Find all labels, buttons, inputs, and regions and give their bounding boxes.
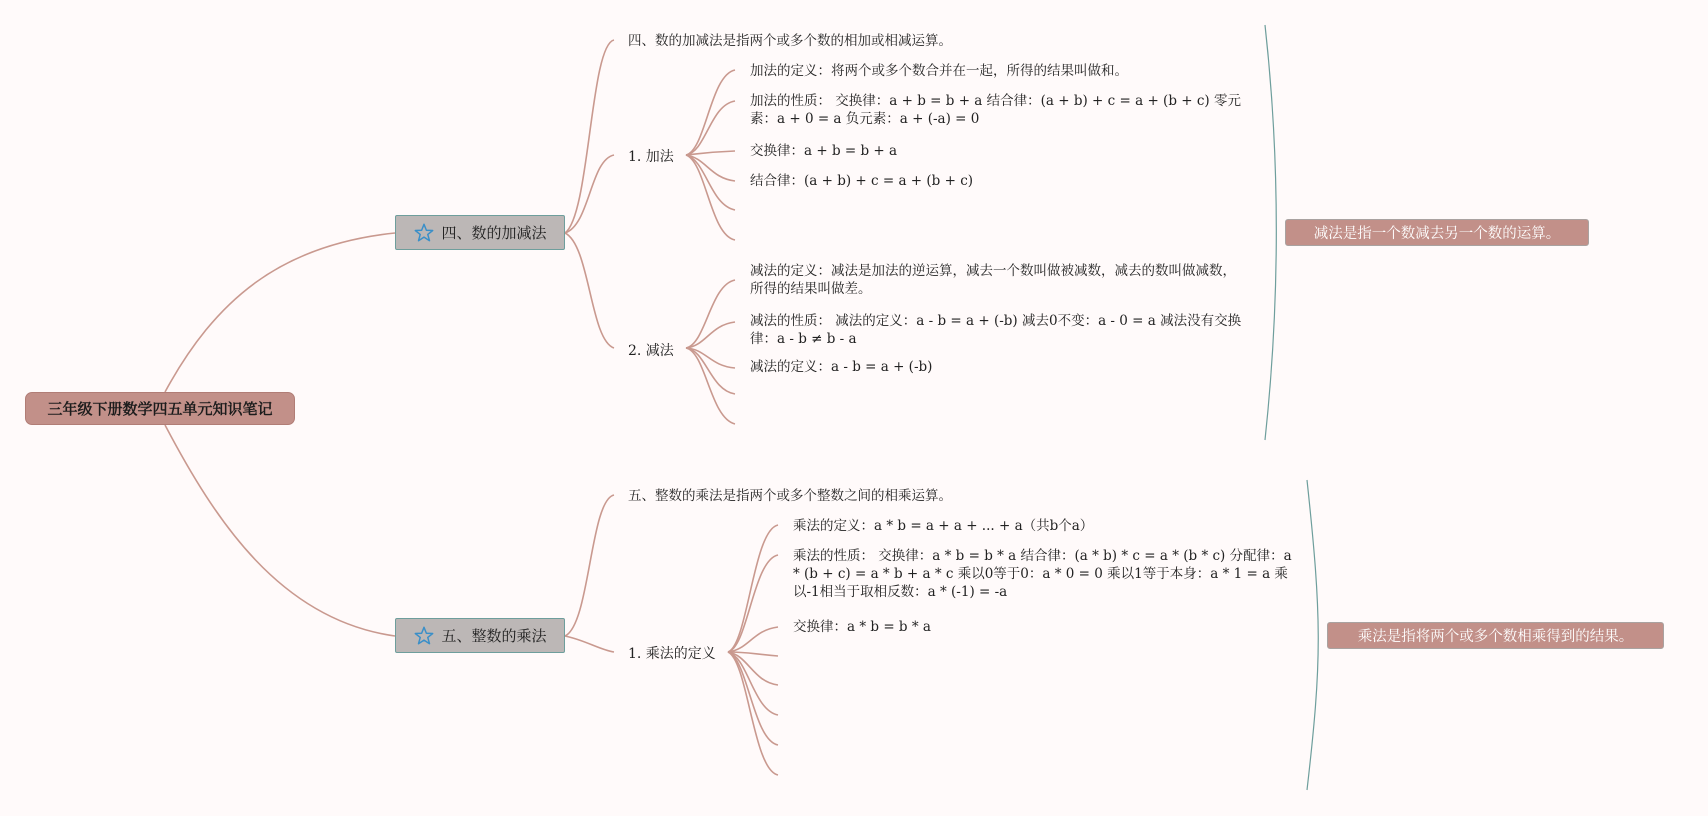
star-icon [413, 625, 435, 647]
leaf-item[interactable]: 加法的定义：将两个或多个数合并在一起，所得的结果叫做和。 [750, 63, 1128, 79]
topic-label: 四、数的加减法 [441, 224, 547, 242]
leaf-item[interactable]: 结合律：(a + b) + c = a + (b + c) [750, 173, 974, 189]
subtopic-subtraction[interactable]: 2. 减法 [628, 343, 674, 359]
topic-addition-subtraction[interactable] [395, 215, 565, 250]
leaf-item[interactable]: 交换律：a + b = b + a [750, 143, 898, 159]
star-icon [413, 222, 435, 244]
leaf-item[interactable]: 减法的定义：减法是加法的逆运算，减去一个数叫做被减数，减去的数叫做减数，所得的结果叫做差。 [750, 263, 1236, 297]
leaf-item[interactable]: 减法的性质： 减法的定义：a - b = a + (-b) 减去0不变：a - 0 = a 减法没有交换律：a - b ≠ b - a [750, 313, 1242, 347]
leaf-item[interactable]: 减法的定义：a - b = a + (-b) [750, 359, 933, 375]
intro-text[interactable]: 四、数的加减法是指两个或多个数的相加或相减运算。 [628, 33, 952, 49]
intro-text[interactable]: 五、整数的乘法是指两个或多个整数之间的相乘运算。 [628, 488, 952, 504]
topic-multiplication[interactable] [395, 618, 565, 653]
leaf-item[interactable]: 乘法的性质： 交换律：a * b = b * a 结合律：(a * b) * c = a * (b * c) 分配律：a * (b + c) = a * b + a * c 乘以0等于0：a * 0 = 0 乘以1等于本身：a * 1 = a 乘以-1相当于取相反数：a * (-1) = -a [793, 548, 1292, 600]
leaf-item[interactable]: 加法的性质： 交换律：a + b = b + a 结合律：(a + b) + c = a + (b + c) 零元素：a + 0 = a 负元素：a + (-a) = 0 [750, 93, 1241, 127]
leaf-item[interactable]: 乘法的定义：a * b = a + a + ... + a（共b个a） [793, 518, 1094, 534]
topic-label: 五、整数的乘法 [441, 627, 547, 645]
subtopic-addition[interactable]: 1. 加法 [628, 149, 674, 165]
summary-note[interactable]: 减法是指一个数减去另一个数的运算。 [1285, 219, 1589, 246]
leaf-item[interactable]: 交换律：a * b = b * a [793, 619, 931, 635]
subtopic-multiplication-definition[interactable]: 1. 乘法的定义 [628, 646, 716, 662]
summary-note[interactable]: 乘法是指将两个或多个数相乘得到的结果。 [1327, 622, 1664, 649]
root-node[interactable]: 三年级下册数学四五单元知识笔记 [25, 392, 295, 425]
